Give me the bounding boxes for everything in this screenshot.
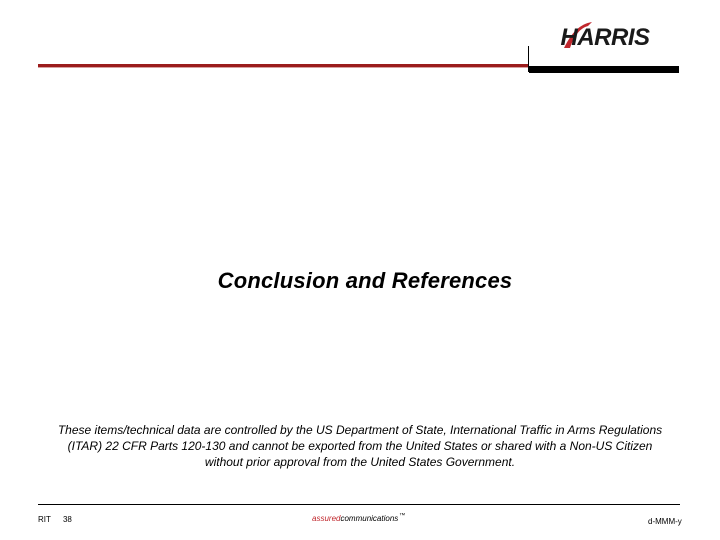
header-rule-shadow — [38, 67, 528, 68]
logo-wordmark: HARRIS — [560, 24, 650, 51]
footer-page-number: 38 — [62, 515, 72, 524]
tagline-suffix: communications — [340, 514, 399, 523]
export-control-notice — [40, 422, 680, 470]
header-black-bar — [529, 66, 679, 73]
footer-tagline — [312, 513, 405, 523]
footer-date-code: d-MMM-y — [648, 517, 682, 526]
notice-line-2: (ITAR) 22 CFR Parts 120-130 and cannot be exported from the United States or shared with a Non-US Citizen — [67, 439, 653, 453]
tagline-prefix: assured — [312, 514, 341, 523]
slide-title: Conclusion and References — [217, 268, 513, 293]
harris-logo — [544, 18, 666, 52]
notice-line-1: These items/technical data are controlled by the US Department of State, International Traffic in Arms Regulations — [57, 423, 663, 437]
notice-line-3: without prior approval from the United States Government. — [204, 455, 516, 469]
footer-page-info — [38, 515, 72, 524]
trademark-mark: ™ — [399, 513, 406, 519]
footer-rule — [38, 504, 680, 505]
footer-doc-id: RIT — [38, 515, 51, 524]
